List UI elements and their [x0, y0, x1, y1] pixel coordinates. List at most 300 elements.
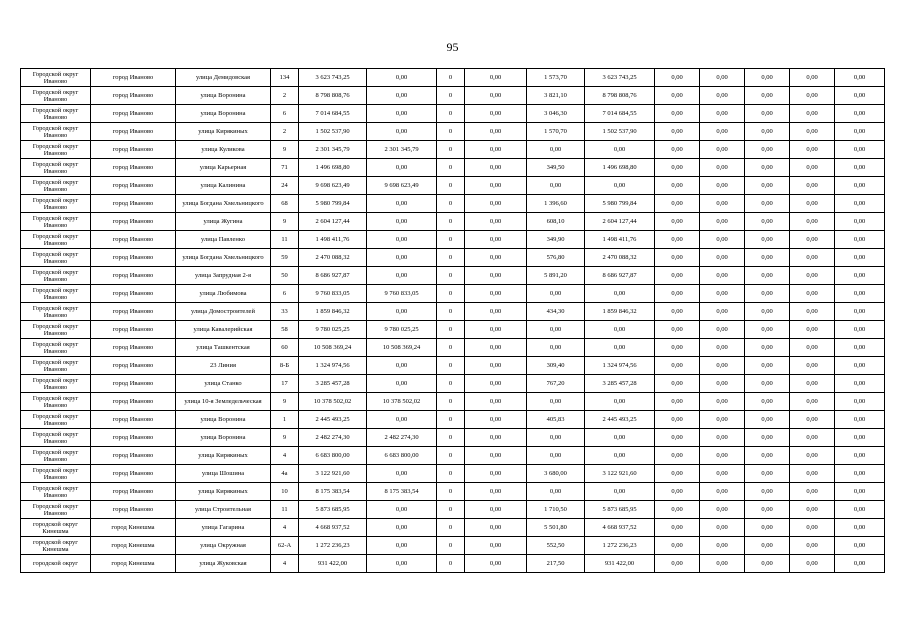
table-cell: 0,00 — [465, 411, 527, 429]
table-cell: 8-Б — [271, 357, 299, 375]
table-cell: улица Богдана Хмельницкого — [176, 195, 271, 213]
table-cell: 3 821,10 — [527, 87, 585, 105]
table-row — [21, 285, 885, 303]
table-cell: 0,00 — [790, 267, 835, 285]
table-cell: 0 — [437, 285, 465, 303]
table-cell: 62-А — [271, 537, 299, 555]
table-cell: 0,00 — [585, 285, 655, 303]
table-row — [21, 195, 885, 213]
table-cell: 4 668 937,52 — [585, 519, 655, 537]
table-cell: улица Станко — [176, 375, 271, 393]
table-cell: 0,00 — [790, 249, 835, 267]
table-cell: 0,00 — [465, 303, 527, 321]
table-cell: 0,00 — [700, 411, 745, 429]
table-cell: улица Богдана Хмельницкого — [176, 249, 271, 267]
table-cell: 0 — [437, 357, 465, 375]
table-cell: 0,00 — [367, 375, 437, 393]
table-cell: 0 — [437, 141, 465, 159]
table-cell: 0,00 — [745, 231, 790, 249]
table-cell: улица Кавалерийская — [176, 321, 271, 339]
table-cell: улица Демидовская — [176, 69, 271, 87]
table-cell: 0,00 — [367, 303, 437, 321]
table-cell: 5 873 685,95 — [299, 501, 367, 519]
table-cell: 2 470 088,32 — [299, 249, 367, 267]
table-cell: улица Воронина — [176, 105, 271, 123]
table-cell: 0,00 — [745, 555, 790, 573]
table-cell: 0 — [437, 483, 465, 501]
table-cell: 0,00 — [835, 231, 885, 249]
table-cell: 0,00 — [367, 87, 437, 105]
table-cell: 6 683 800,00 — [367, 447, 437, 465]
table-cell: 0,00 — [835, 69, 885, 87]
table-cell: 0,00 — [465, 123, 527, 141]
table-cell: 4 — [271, 555, 299, 573]
table-cell: 0,00 — [700, 447, 745, 465]
table-cell: 2 604 127,44 — [299, 213, 367, 231]
table-cell: 0,00 — [655, 411, 700, 429]
table-row — [21, 87, 885, 105]
table-cell: Городской округ Иваново — [21, 483, 91, 501]
table-cell: 0,00 — [465, 105, 527, 123]
table-cell: 0,00 — [835, 285, 885, 303]
table-cell: город Иваново — [91, 393, 176, 411]
table-cell: 0,00 — [745, 123, 790, 141]
table-cell: 9 780 025,25 — [299, 321, 367, 339]
table-cell: 0,00 — [745, 501, 790, 519]
table-cell: 0,00 — [700, 339, 745, 357]
table-cell: 0,00 — [655, 141, 700, 159]
table-cell: 0,00 — [745, 429, 790, 447]
table-cell: улица Домостроителей — [176, 303, 271, 321]
table-cell: 0,00 — [585, 339, 655, 357]
table-cell: 1 496 698,80 — [585, 159, 655, 177]
table-cell: 0,00 — [655, 123, 700, 141]
table-cell: 5 501,80 — [527, 519, 585, 537]
table-cell: 0,00 — [835, 483, 885, 501]
table-cell: 0,00 — [655, 213, 700, 231]
table-cell: городской округ Кинешма — [21, 537, 91, 555]
table-cell: 0,00 — [745, 321, 790, 339]
table-cell: улица Карьерная — [176, 159, 271, 177]
table-cell: 0,00 — [700, 519, 745, 537]
table-cell: 2 445 493,25 — [299, 411, 367, 429]
table-cell: 1 710,50 — [527, 501, 585, 519]
table-cell: 0,00 — [367, 537, 437, 555]
table-cell: 59 — [271, 249, 299, 267]
table-cell: 0,00 — [835, 123, 885, 141]
table-cell: 0,00 — [790, 231, 835, 249]
table-cell: 0,00 — [655, 321, 700, 339]
table-cell: 3 122 921,60 — [585, 465, 655, 483]
table-cell: 1 570,70 — [527, 123, 585, 141]
table-cell: город Иваново — [91, 123, 176, 141]
table-cell: 0,00 — [527, 285, 585, 303]
table-cell: Городской округ Иваново — [21, 303, 91, 321]
table-cell: 0,00 — [700, 231, 745, 249]
table-cell: 931 422,00 — [585, 555, 655, 573]
table-cell: 7 014 684,55 — [585, 105, 655, 123]
table-cell: 0,00 — [465, 357, 527, 375]
table-cell: 0,00 — [367, 555, 437, 573]
table-cell: 0,00 — [465, 447, 527, 465]
table-cell: город Иваново — [91, 357, 176, 375]
table-cell: 0,00 — [835, 501, 885, 519]
table-cell: 0,00 — [790, 537, 835, 555]
table-cell: 0,00 — [790, 375, 835, 393]
table-row — [21, 69, 885, 87]
table-cell: 0,00 — [700, 537, 745, 555]
table-cell: город Иваново — [91, 249, 176, 267]
table-cell: Городской округ Иваново — [21, 231, 91, 249]
table-cell: 1 272 236,23 — [585, 537, 655, 555]
table-cell: 0,00 — [745, 339, 790, 357]
table-cell: 2 301 345,79 — [367, 141, 437, 159]
table-cell: улица Воронина — [176, 87, 271, 105]
table-cell: 0,00 — [700, 429, 745, 447]
table-cell: 71 — [271, 159, 299, 177]
table-cell: 0,00 — [700, 249, 745, 267]
table-cell: 767,20 — [527, 375, 585, 393]
table-cell: Городской округ Иваново — [21, 177, 91, 195]
table-cell: 0,00 — [367, 195, 437, 213]
table-cell: 5 980 799,84 — [585, 195, 655, 213]
table-cell: 8 175 383,54 — [367, 483, 437, 501]
table-cell: Городской округ Иваново — [21, 321, 91, 339]
table-cell: город Иваново — [91, 375, 176, 393]
table-cell: 0,00 — [465, 69, 527, 87]
table-cell: 11 — [271, 231, 299, 249]
table-cell: 0,00 — [655, 69, 700, 87]
table-cell: 0,00 — [790, 141, 835, 159]
table-row — [21, 105, 885, 123]
table-cell: улица Кирякиных — [176, 123, 271, 141]
table-cell: 4а — [271, 465, 299, 483]
table-cell: 0,00 — [790, 393, 835, 411]
table-cell: 0,00 — [790, 465, 835, 483]
table-cell: 0,00 — [700, 123, 745, 141]
table-cell: 0,00 — [745, 69, 790, 87]
table-cell: 0,00 — [367, 411, 437, 429]
table-cell: Городской округ Иваново — [21, 393, 91, 411]
table-cell: 0,00 — [700, 375, 745, 393]
table-cell: улица Кирякиных — [176, 483, 271, 501]
table-cell: улица Павленко — [176, 231, 271, 249]
table-cell: 0,00 — [527, 177, 585, 195]
table-cell: 0,00 — [700, 213, 745, 231]
table-cell: 0 — [437, 249, 465, 267]
table-cell: 0 — [437, 177, 465, 195]
table-cell: 0,00 — [465, 339, 527, 357]
table-cell: 0,00 — [700, 393, 745, 411]
table-cell: 2 482 274,30 — [299, 429, 367, 447]
table-cell: 0 — [437, 555, 465, 573]
table-cell: 8 686 927,87 — [299, 267, 367, 285]
table-cell: 0 — [437, 519, 465, 537]
table-cell: 0,00 — [835, 429, 885, 447]
table-cell: 10 508 369,24 — [299, 339, 367, 357]
table-cell: 0,00 — [655, 375, 700, 393]
page-number: 95 — [446, 40, 459, 54]
table-cell: 0,00 — [835, 177, 885, 195]
table-cell: город Иваново — [91, 501, 176, 519]
table-cell: 0,00 — [745, 303, 790, 321]
table-cell: 0,00 — [790, 483, 835, 501]
table-cell: 0,00 — [527, 339, 585, 357]
table-cell: 0 — [437, 69, 465, 87]
table-cell: Городской округ Иваново — [21, 159, 91, 177]
table-cell: 0,00 — [835, 555, 885, 573]
table-cell: 9 698 623,49 — [299, 177, 367, 195]
table-row — [21, 339, 885, 357]
table-cell: город Иваново — [91, 339, 176, 357]
table-cell: 0,00 — [700, 285, 745, 303]
table-cell: 9 760 833,05 — [299, 285, 367, 303]
table-cell: 0,00 — [655, 357, 700, 375]
table-cell: 0 — [437, 339, 465, 357]
table-cell: Городской округ Иваново — [21, 105, 91, 123]
table-cell: 0,00 — [835, 267, 885, 285]
table-cell: 0,00 — [835, 519, 885, 537]
table-cell: город Иваново — [91, 285, 176, 303]
table-cell: 134 — [271, 69, 299, 87]
table-cell: 9 — [271, 429, 299, 447]
table-cell: 3 680,00 — [527, 465, 585, 483]
table-cell: 0 — [437, 267, 465, 285]
table-cell: 24 — [271, 177, 299, 195]
data-table — [20, 68, 885, 573]
table-cell: 0,00 — [700, 465, 745, 483]
table-cell: Городской округ Иваново — [21, 375, 91, 393]
table-cell: 0 — [437, 105, 465, 123]
table-cell: Городской округ Иваново — [21, 447, 91, 465]
table-cell: 0,00 — [367, 231, 437, 249]
table-cell: 0 — [437, 537, 465, 555]
table-cell: 0,00 — [835, 393, 885, 411]
table-cell: 0,00 — [745, 141, 790, 159]
table-cell: 0,00 — [465, 177, 527, 195]
table-cell: 0,00 — [700, 555, 745, 573]
table-cell: 0,00 — [835, 447, 885, 465]
table-cell: 2 — [271, 87, 299, 105]
table-cell: 0,00 — [835, 87, 885, 105]
table-cell: 0,00 — [465, 375, 527, 393]
table-cell: 0,00 — [700, 357, 745, 375]
table-cell: 10 — [271, 483, 299, 501]
table-cell: 0,00 — [835, 339, 885, 357]
table-cell: Городской округ Иваново — [21, 69, 91, 87]
table-cell: 0,00 — [655, 231, 700, 249]
table-cell: 0,00 — [745, 105, 790, 123]
table-cell: 8 798 808,76 — [585, 87, 655, 105]
table-cell: 0,00 — [655, 519, 700, 537]
table-cell: 0,00 — [835, 375, 885, 393]
table-row — [21, 321, 885, 339]
table-cell: 349,50 — [527, 159, 585, 177]
table-cell: 9 — [271, 141, 299, 159]
table-cell: 50 — [271, 267, 299, 285]
table-row — [21, 555, 885, 573]
table-cell: 0,00 — [790, 105, 835, 123]
table-row — [21, 123, 885, 141]
table-cell: 0,00 — [790, 177, 835, 195]
table-cell: 0,00 — [790, 519, 835, 537]
table-cell: 1 324 974,56 — [585, 357, 655, 375]
table-cell: 0,00 — [655, 465, 700, 483]
table-cell: 1 496 698,80 — [299, 159, 367, 177]
table-cell: город Кинешма — [91, 555, 176, 573]
table-cell: 0,00 — [790, 123, 835, 141]
table-cell: 0,00 — [745, 447, 790, 465]
table-cell: 0,00 — [465, 321, 527, 339]
table-cell: 0,00 — [835, 303, 885, 321]
table-cell: 0,00 — [465, 141, 527, 159]
table-cell: 8 175 383,54 — [299, 483, 367, 501]
table-cell: 0,00 — [790, 303, 835, 321]
table-cell: 0,00 — [465, 483, 527, 501]
table-cell: 1 502 537,90 — [585, 123, 655, 141]
table-cell: 0,00 — [655, 429, 700, 447]
table-row — [21, 393, 885, 411]
table-cell: город Иваново — [91, 429, 176, 447]
table-cell: 8 686 927,87 — [585, 267, 655, 285]
table-cell: 5 873 685,95 — [585, 501, 655, 519]
table-row — [21, 213, 885, 231]
table-cell: 0,00 — [465, 231, 527, 249]
table-cell: 0,00 — [745, 411, 790, 429]
table-cell: 0,00 — [745, 87, 790, 105]
table-cell: 0,00 — [465, 213, 527, 231]
table-cell: 0,00 — [835, 141, 885, 159]
table-row — [21, 501, 885, 519]
table-row — [21, 249, 885, 267]
table-cell: 0,00 — [835, 105, 885, 123]
table-cell: город Иваново — [91, 411, 176, 429]
table-cell: Городской округ Иваново — [21, 267, 91, 285]
table-cell: Городской округ Иваново — [21, 195, 91, 213]
table-cell: улица Запрудная 2-я — [176, 267, 271, 285]
table-cell: город Кинешма — [91, 519, 176, 537]
table-cell: 1 324 974,56 — [299, 357, 367, 375]
table-cell: 1 — [271, 411, 299, 429]
table-row — [21, 429, 885, 447]
table-cell: 0,00 — [465, 195, 527, 213]
table-cell: 2 301 345,79 — [299, 141, 367, 159]
table-cell: 0,00 — [700, 195, 745, 213]
table-cell: 0,00 — [465, 429, 527, 447]
table-cell: 3 285 457,28 — [585, 375, 655, 393]
table-cell: 0,00 — [745, 285, 790, 303]
table-cell: 0 — [437, 195, 465, 213]
table-cell: 0,00 — [465, 393, 527, 411]
table-cell: 0,00 — [585, 177, 655, 195]
table-cell: город Иваново — [91, 267, 176, 285]
table-cell: 608,10 — [527, 213, 585, 231]
table-cell: 23 Линия — [176, 357, 271, 375]
table-cell: город Иваново — [91, 87, 176, 105]
table-cell: 0,00 — [655, 159, 700, 177]
table-cell: 3 122 921,60 — [299, 465, 367, 483]
table-cell: Городской округ Иваново — [21, 465, 91, 483]
table-cell: 0,00 — [835, 159, 885, 177]
table-cell: 68 — [271, 195, 299, 213]
table-cell: 217,50 — [527, 555, 585, 573]
table-cell: улица Куликова — [176, 141, 271, 159]
table-cell: 552,50 — [527, 537, 585, 555]
table-cell: улица Окружная — [176, 537, 271, 555]
table-cell: 0,00 — [655, 555, 700, 573]
table-cell: 0 — [437, 159, 465, 177]
table-cell: 0,00 — [367, 357, 437, 375]
table-cell: 1 502 537,90 — [299, 123, 367, 141]
table-cell: улица Жугина — [176, 213, 271, 231]
table-cell: 0,00 — [655, 483, 700, 501]
table-cell: 2 445 493,25 — [585, 411, 655, 429]
table-cell: город Иваново — [91, 213, 176, 231]
table-cell: город Кинешма — [91, 537, 176, 555]
table-cell: 0,00 — [655, 447, 700, 465]
table-cell: 0 — [437, 231, 465, 249]
table-cell: 0,00 — [835, 249, 885, 267]
table-cell: 3 623 743,25 — [299, 69, 367, 87]
table-cell: 0,00 — [790, 555, 835, 573]
table-cell: 0,00 — [790, 195, 835, 213]
table-cell: 0,00 — [745, 483, 790, 501]
table-cell: 0,00 — [655, 105, 700, 123]
table-cell: город Иваново — [91, 141, 176, 159]
table-cell: 0,00 — [745, 159, 790, 177]
table-cell: 4 — [271, 519, 299, 537]
table-cell: улица Воронина — [176, 411, 271, 429]
table-cell: 0,00 — [465, 465, 527, 483]
table-cell: город Иваново — [91, 321, 176, 339]
table-cell: Городской округ Иваново — [21, 501, 91, 519]
table-cell: 9 — [271, 393, 299, 411]
table-row — [21, 357, 885, 375]
table-cell: 3 046,30 — [527, 105, 585, 123]
table-cell: 0,00 — [790, 213, 835, 231]
table-cell: 0,00 — [790, 285, 835, 303]
table-cell: 11 — [271, 501, 299, 519]
table-cell: 0,00 — [790, 339, 835, 357]
table-row — [21, 159, 885, 177]
table-cell: 3 623 743,25 — [585, 69, 655, 87]
table-cell: 0,00 — [700, 69, 745, 87]
table-cell: 0,00 — [790, 429, 835, 447]
table-row — [21, 267, 885, 285]
table-cell: 0,00 — [700, 483, 745, 501]
table-cell: 0,00 — [465, 87, 527, 105]
table-cell: 0 — [437, 123, 465, 141]
table-cell: 0 — [437, 429, 465, 447]
table-cell: 0,00 — [835, 465, 885, 483]
table-cell: 60 — [271, 339, 299, 357]
table-cell: Городской округ Иваново — [21, 141, 91, 159]
table-cell: город Иваново — [91, 105, 176, 123]
table-cell: 0,00 — [700, 141, 745, 159]
table-cell: 0,00 — [655, 393, 700, 411]
table-cell: 1 859 846,32 — [585, 303, 655, 321]
table-cell: 0,00 — [790, 501, 835, 519]
table-cell: 0,00 — [700, 501, 745, 519]
table-cell: городской округ — [21, 555, 91, 573]
table-cell: 0,00 — [790, 87, 835, 105]
table-cell: 576,80 — [527, 249, 585, 267]
table-cell: 0,00 — [367, 465, 437, 483]
table-cell: 0,00 — [585, 393, 655, 411]
table-cell: город Иваново — [91, 447, 176, 465]
table-cell: 0 — [437, 393, 465, 411]
table-cell: 2 470 088,32 — [585, 249, 655, 267]
